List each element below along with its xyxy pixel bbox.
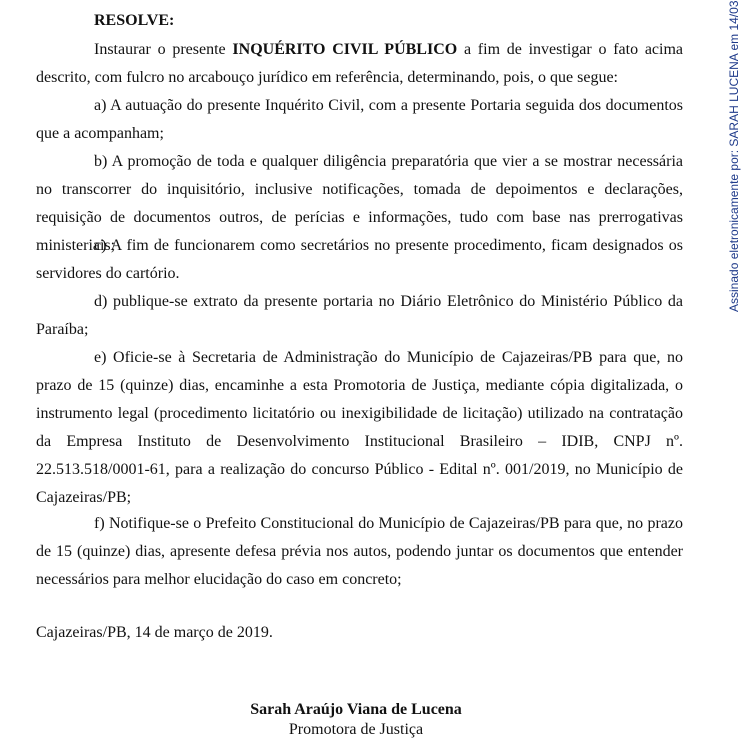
intro-text-before: Instaurar o presente [94,41,233,58]
signature-block [0,700,712,740]
date-line: Cajazeiras/PB, 14 de março de 2019. [36,624,273,641]
electronic-signature-stamp [722,0,748,320]
signatory-role: Promotora de Justiça [288,721,424,738]
intro-bold-title: INQUÉRITO CIVIL PÚBLICO [232,41,458,58]
signatory-name: Sarah Araújo Viana de Lucena [250,701,462,718]
item-d: d) publique-se extrato da presente portaria no Diário Eletrônico do Ministério Público da Paraíba; [36,293,683,338]
electronic-signature-text: Assinado eletronicamente por: SARAH LUCENA em 14/03 [727,0,741,312]
item-b: b) A promoção de toda e qualquer diligência preparatória que vier a se mostrar necessária no transcorrer do inquisitório, inclusive notificações, tomada de depoimentos e declarações, requisição de documentos outros, de perícias e informações, tudo com base nas prerrogativas ministeriais; [36,153,683,254]
resolve-heading: RESOLVE: [94,12,175,29]
intro-paragraph [36,36,683,92]
item-f: f) Notifique-se o Prefeito Constitucional do Município de Cajazeiras/PB para que, no prazo de 15 (quinze) dias, apresente defesa prévia nos autos, podendo juntar os documentos que entender necessários para melhor elucidação do caso em concreto; [36,515,683,588]
item-e: e) Oficie-se à Secretaria de Administração do Município de Cajazeiras/PB para que, no prazo de 15 (quinze) dias, encaminhe a esta Promotoria de Justiça, mediante cópia digitalizada, o instrumento legal (procedimento licitatório ou inexigibilidade de licitação) utilizado na contratação da Empresa Instituto de Desenvolvimento Institucional Brasileiro – IDIB, CNPJ nº. 22.513.518/0001-61, para a realização do concurso Público - Edital nº. 001/2019, no Município de Cajazeiras/PB; [36,349,683,506]
item-a: a) A autuação do presente Inquérito Civil, com a presente Portaria seguida dos documentos que a acompanham; [36,97,683,142]
item-c: c) A fim de funcionarem como secretários no presente procedimento, ficam designados os servidores do cartório. [36,237,683,282]
intro-text-after: a fim de investigar o fato acima descrito, com fulcro no arcabouço jurídico em referência, determinando, pois, o que segue: [36,41,684,86]
